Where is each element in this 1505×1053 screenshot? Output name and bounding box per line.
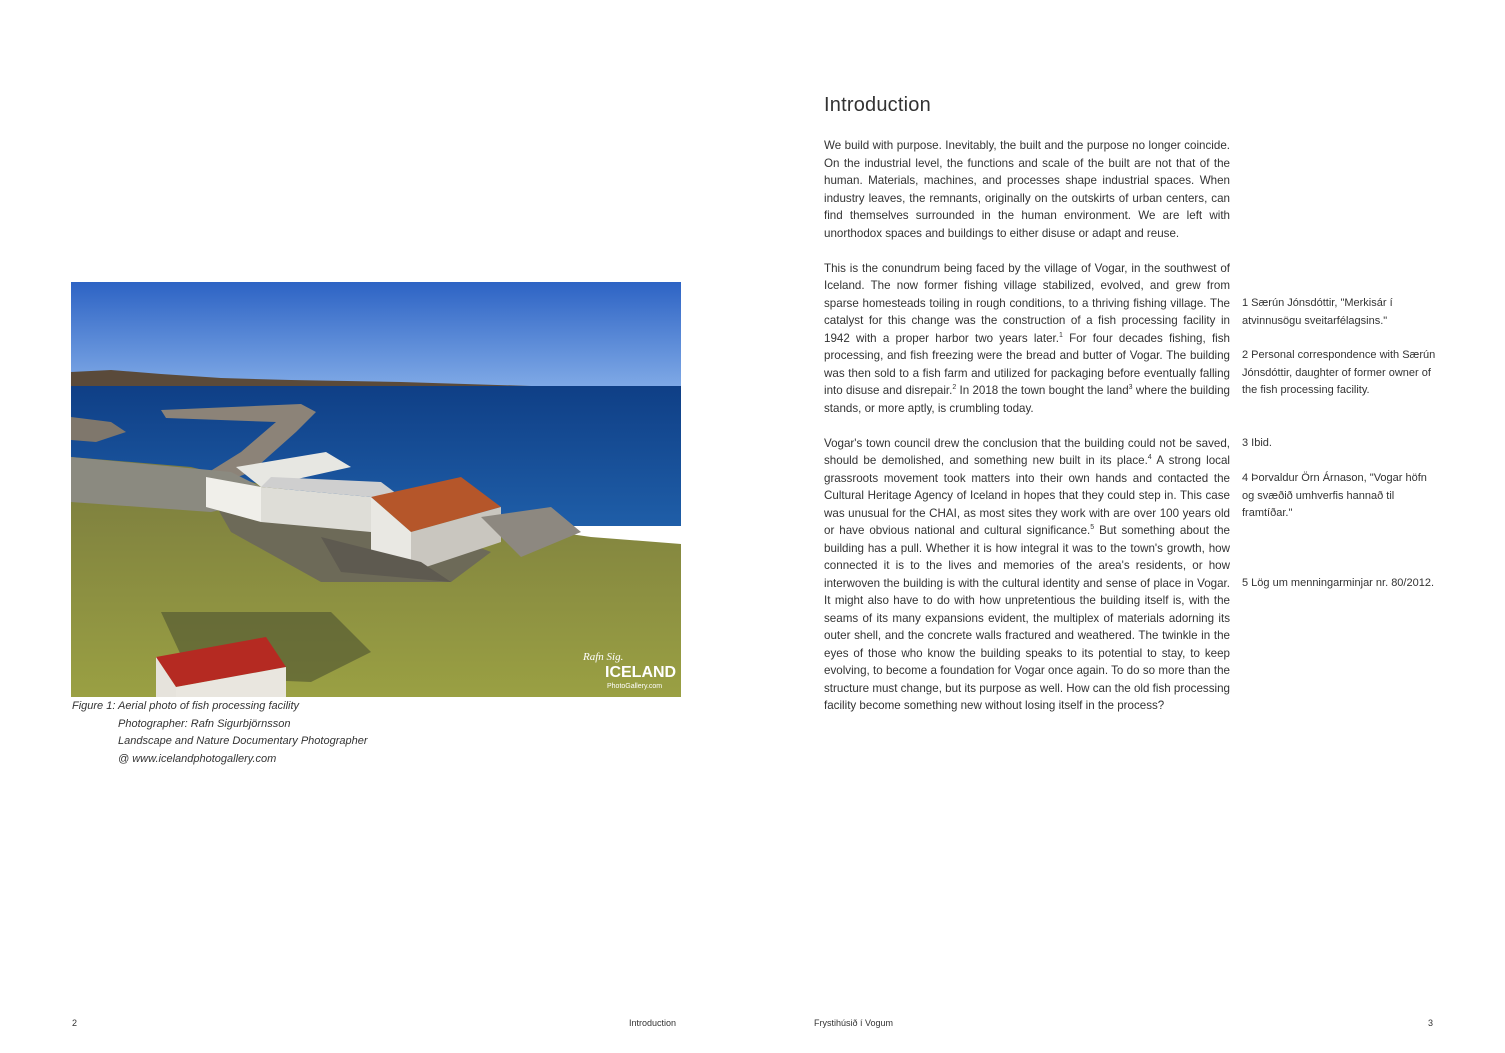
footnote-ref-3: 3	[1128, 384, 1133, 392]
paragraph-3: Vogar's town council drew the conclusion that the building could not be saved, should be demolished, and something new built in its place.$^4$ A strong local grassroots movement took matters into their own hands and contacted the Cultural Heritage Agency of Iceland in hopes that they could step in. This case was unusual for the CHAI, as most sites they work with are over 100 years old or have obvious national and cultural significance.$^5$ But something about the building has a pull. Whether it is how integral it was to the town's growth, how connected it is to the lives and memories of the area's residents, or how interwoven the building is with the cultural identity and sense of place in Vogar. It might also have to do with how unpretentious the building itself is, with the seams of its many expansions evident, the multiplex of materials adorning its outer shell, and the concrete walls fractured and weathered. The twinkle in the eyes of those who know the building speaks to its potential to stay, to keep evolving, to become a foundation for Vogar once again. To do so more than the structure must change, but its purpose as well. How can the old fish processing facility become something new without losing itself in the process?	[824, 436, 1230, 712]
footnote-5: 5 Lög um menningarminjar nr. 80/2012.	[1242, 577, 1435, 589]
left-page	[0, 0, 752, 1053]
footnote-3: 3 Ibid.	[1242, 437, 1272, 449]
caption-title: Figure 1: Aerial photo of fish processing facility	[72, 700, 300, 712]
caption-website: @ www.icelandphotogallery.com	[118, 752, 277, 765]
left-page-number: 2	[72, 1018, 78, 1028]
footnote-ref-2: 2	[952, 384, 957, 392]
caption-photographer: Photographer: Rafn Sigurbjörnsson	[118, 717, 291, 730]
right-page-number: 3	[1428, 1018, 1434, 1028]
paragraph-2: This is the conundrum being faced by the village of Vogar, in the southwest of Iceland. The now former fishing village stabilized, evolved, and grew from sparse homesteads toiling in rough conditions, to a thriving fishing village. The catalyst for this change was the construction of a fish processing facility in 1942 with a proper harbor two years later.$^1$ For four decades fishing, fish processing, and fish freezing were the bread and butter of Vogar. The building was then sold to a fish farm and utilized for packaging before eventually falling into disuse and disrepair.$^2$ In 2018 the town bought the land$^3$ where the building stands, or more aptly, is crumbling today.	[824, 261, 1230, 415]
footnote-ref-1: 1	[1058, 331, 1063, 339]
footnote-2: 2 Personal correspondence with Særún Jónsdóttir, daughter of former owner of the fish processing facility.	[1242, 349, 1436, 396]
paragraph-1: We build with purpose. Inevitably, the built and the purpose no longer coincide. On the industrial level, the functions and scale of the built are not that of the human. Materials, machines, and processes shape industrial spaces. When industry leaves, the remnants, originally on the outskirts of urban centers, can find themselves surrounded in the human environment. We are left with unorthodox spaces and buildings to either disuse or adapt and reuse.	[824, 139, 1230, 240]
section-heading: Introduction	[824, 94, 931, 116]
caption-role: Landscape and Nature Documentary Photographer	[118, 735, 368, 747]
footnote-4: 4 Þorvaldur Örn Árnason, "Vogar höfn og svæðið umhverfis hannað til framtíðar."	[1242, 472, 1427, 519]
aerial-photo	[71, 282, 681, 697]
footnote-ref-5: 5	[1090, 524, 1095, 532]
figure-caption	[72, 698, 368, 768]
body-text	[824, 137, 1230, 732]
footnote-1: 1 Særún Jónsdóttir, "Merkisár í atvinnusögu sveitarfélagsins."	[1242, 297, 1393, 327]
right-running-head: Frystihúsið í Vogum	[814, 1018, 894, 1028]
footnote-ref-4: 4	[1147, 454, 1152, 462]
watermark-line-2: ICELAND	[605, 664, 677, 681]
watermark-line-3: PhotoGallery.com	[607, 683, 663, 690]
right-page	[753, 0, 1505, 1053]
watermark-line-1: Rafn Sig.	[583, 651, 624, 663]
left-running-head: Introduction	[629, 1018, 677, 1028]
